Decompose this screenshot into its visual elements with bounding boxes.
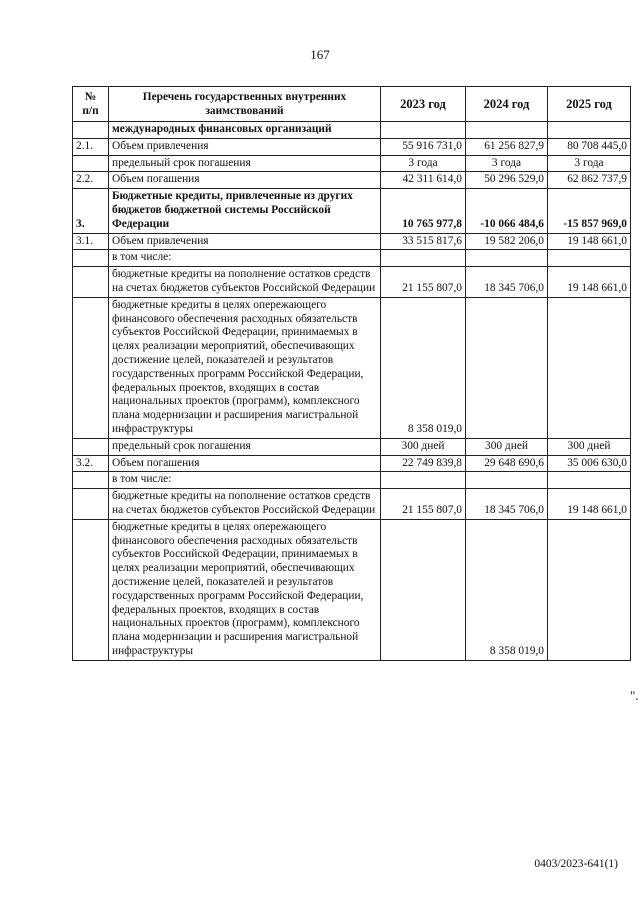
row-name: бюджетные кредиты в целях опережающего финансового обеспечения расходных обязательств субъектов Российской Федерации, принимаемых в целях реализации мероприятий, обеспечивающих достижение целей, показателей и результатов государственных программ Российской Федерации, федеральных проектов, входящих в состав национальных проектов (программ), комплексного плана модернизации и расширения магистральной инфраструктуры [109,297,381,438]
closing-quote-mark: ". [630,688,639,703]
table-header-row [73,87,631,122]
row-name: Объем привлечения [109,138,381,155]
borrowing-table [72,86,631,661]
row-value-2023: 21 155 807,0 [381,489,466,520]
row-value-2024 [466,250,548,267]
table-row [73,297,631,438]
row-value-2024: 300 дней [466,438,548,455]
table-row [73,267,631,298]
row-value-2024 [466,472,548,489]
header-year-2024: 2024 год [466,87,548,122]
row-index: 2.2. [73,172,109,189]
row-name: в том числе: [109,250,381,267]
row-value-2025 [548,519,631,660]
row-name: бюджетные кредиты на пополнение остатков средств на счетах бюджетов субъектов Российской Федерации [109,267,381,298]
header-year-2023: 2023 год [381,87,466,122]
table-row [73,122,631,139]
row-index: 3. [73,189,109,233]
table-row [73,250,631,267]
row-name: бюджетные кредиты в целях опережающего финансового обеспечения расходных обязательств субъектов Российской Федерации, принимаемых в целях реализации мероприятий, обеспечивающих достижение целей, показателей и результатов государственных программ Российской Федерации, федеральных проектов, входящих в состав национальных проектов (программ), комплексного плана модернизации и расширения магистральной инфраструктуры [109,519,381,660]
row-name: в том числе: [109,472,381,489]
row-value-2023: 300 дней [381,438,466,455]
row-name: Объем привлечения [109,233,381,250]
row-value-2024: 50 296 529,0 [466,172,548,189]
row-value-2024: 29 648 690,6 [466,455,548,472]
row-value-2024: 61 256 827,9 [466,138,548,155]
row-index [73,155,109,172]
row-value-2024: -10 066 484,6 [466,189,548,233]
row-value-2023: 33 515 817,6 [381,233,466,250]
table-row [73,172,631,189]
row-value-2023 [381,472,466,489]
row-value-2024 [466,297,548,438]
row-value-2025: 300 дней [548,438,631,455]
row-value-2023 [381,122,466,139]
row-name: бюджетные кредиты на пополнение остатков средств на счетах бюджетов субъектов Российской Федерации [109,489,381,520]
row-name: Бюджетные кредиты, привлеченные из других бюджетов бюджетной системы Российской Федерации [109,189,381,233]
row-value-2023: 21 155 807,0 [381,267,466,298]
table-row [73,455,631,472]
header-name: Перечень государственных внутренних заимствований [109,87,381,122]
document-code: 0403/2023-641(1) [534,858,618,870]
row-value-2024: 19 582 206,0 [466,233,548,250]
table-body [73,122,631,661]
row-value-2025: 19 148 661,0 [548,267,631,298]
table-row [73,438,631,455]
table-row [73,189,631,233]
row-index [73,472,109,489]
row-index [73,489,109,520]
row-index [73,267,109,298]
row-value-2024: 3 года [466,155,548,172]
row-value-2025: 35 006 630,0 [548,455,631,472]
table-row [73,489,631,520]
row-value-2024: 18 345 706,0 [466,489,548,520]
row-value-2025 [548,472,631,489]
row-value-2023: 22 749 839,8 [381,455,466,472]
row-index: 2.1. [73,138,109,155]
row-index [73,122,109,139]
table-row [73,155,631,172]
table-row [73,519,631,660]
row-name: предельный срок погашения [109,155,381,172]
row-index: 3.1. [73,233,109,250]
row-value-2023: 55 916 731,0 [381,138,466,155]
row-value-2023 [381,250,466,267]
row-value-2023: 3 года [381,155,466,172]
header-index: № п/п [73,87,109,122]
row-value-2025: -15 857 969,0 [548,189,631,233]
row-value-2023: 42 311 614,0 [381,172,466,189]
row-value-2025 [548,122,631,139]
row-value-2025: 80 708 445,0 [548,138,631,155]
row-value-2024 [466,122,548,139]
table-row [73,472,631,489]
row-value-2023 [381,519,466,660]
page-number: 167 [310,47,330,62]
row-value-2024: 8 358 019,0 [466,519,548,660]
row-value-2023: 8 358 019,0 [381,297,466,438]
row-index [73,297,109,438]
row-value-2025 [548,250,631,267]
row-name: Объем погашения [109,172,381,189]
row-index [73,438,109,455]
header-year-2025: 2025 год [548,87,631,122]
row-index [73,519,109,660]
row-value-2025: 3 года [548,155,631,172]
row-value-2025: 19 148 661,0 [548,489,631,520]
row-index: 3.2. [73,455,109,472]
table-row [73,138,631,155]
row-value-2025: 19 148 661,0 [548,233,631,250]
row-value-2025: 62 862 737,9 [548,172,631,189]
row-value-2023: 10 765 977,8 [381,189,466,233]
row-name: предельный срок погашения [109,438,381,455]
table-row [73,233,631,250]
row-name: международных финансовых организаций [109,122,381,139]
row-name: Объем погашения [109,455,381,472]
row-value-2024: 18 345 706,0 [466,267,548,298]
row-index [73,250,109,267]
row-value-2025 [548,297,631,438]
